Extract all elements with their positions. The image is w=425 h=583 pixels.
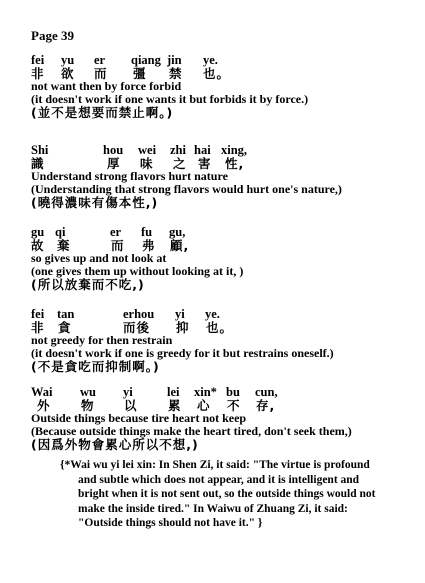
pinyin-row — [31, 144, 416, 157]
pinyin-word: wu — [80, 385, 96, 399]
pinyin-word: gu, — [169, 225, 186, 239]
pinyin-word: yi — [123, 385, 133, 399]
pinyin-word: fei — [31, 307, 45, 321]
chinese-note-line: (不是貪吃而抑制啊。) — [31, 359, 160, 374]
pinyin-word: hai — [194, 143, 211, 157]
gloss-line: not want then by force forbid — [31, 79, 182, 93]
pinyin-word: qi — [55, 225, 66, 239]
hanzi-char: 心 — [197, 398, 211, 413]
pinyin-word: fei — [31, 53, 45, 67]
hanzi-char: 性, — [225, 156, 245, 171]
hanzi-char: 累 — [168, 398, 182, 413]
gloss-line: Understand strong flavors hurt nature — [31, 169, 228, 183]
hanzi-char: 禁 — [169, 66, 183, 81]
pinyin-word: yu — [61, 53, 75, 67]
pinyin-word: cun, — [255, 385, 278, 399]
hanzi-row — [31, 157, 416, 170]
hanzi-char: 以 — [124, 398, 138, 413]
pinyin-word: qiang — [131, 53, 161, 67]
hanzi-char: 彊 — [133, 66, 147, 81]
pinyin-word: fu — [141, 225, 153, 239]
pinyin-word: xin* — [194, 385, 217, 399]
footnote-line: and subtle which does not appear, and it is intelligent and — [78, 473, 360, 486]
pinyin-word: er — [110, 225, 122, 239]
hanzi-char: 味 — [140, 156, 154, 171]
footnote-line: bright when it is not sent out, so the outside things would not — [78, 488, 376, 500]
footnote-line: {*Wai wu yi lei xin: In Shen Zi, it said: "The virtue is profound — [60, 459, 370, 471]
translation-line: (it doesn't work if one wants it but forbids it by force.) — [31, 92, 309, 106]
hanzi-char: 貪 — [58, 320, 72, 335]
verse-group-2 — [31, 144, 416, 209]
hanzi-char: 識 — [31, 156, 45, 171]
hanzi-char: 存, — [256, 398, 276, 413]
gloss-line: not greedy for then restrain — [31, 333, 173, 347]
hanzi-char: 抑 — [176, 320, 190, 335]
hanzi-char: 而後 — [123, 320, 151, 335]
hanzi-char: 顧, — [170, 238, 190, 253]
pinyin-word: hou — [103, 143, 124, 157]
footnote — [60, 458, 400, 531]
verse-group-3 — [31, 226, 416, 291]
hanzi-char: 弗 — [142, 238, 156, 253]
translation-line: (it doesn't work if one is greedy for it but restrains oneself.) — [31, 346, 334, 360]
pinyin-word: ye. — [203, 53, 218, 67]
pinyin-word: yi — [175, 307, 185, 321]
pinyin-word: bu — [226, 385, 240, 399]
hanzi-char: 厚 — [107, 156, 121, 171]
hanzi-char: 故 — [31, 238, 45, 253]
hanzi-row — [31, 239, 416, 252]
translation-line: (Because outside things make the heart tired, don't seek them,) — [31, 424, 352, 438]
hanzi-char: 而 — [94, 66, 108, 81]
hanzi-row — [31, 321, 416, 334]
translation-line: (one gives them up without looking at it, ) — [31, 264, 244, 278]
hanzi-char: 欲 — [61, 66, 75, 81]
footnote-line: make the inside tired." In Waiwu of Zhuang Zi, it said: — [78, 502, 348, 515]
hanzi-char: 棄 — [57, 238, 71, 253]
pinyin-word: wei — [138, 143, 157, 157]
hanzi-row — [31, 67, 416, 80]
chinese-note-line: (因爲外物會累心所以不想,) — [31, 437, 199, 452]
hanzi-char: 不 — [227, 398, 241, 413]
gloss-line: Outside things because tire heart not keep — [31, 411, 247, 425]
hanzi-row — [31, 399, 416, 412]
hanzi-char: 外 — [37, 398, 51, 413]
pinyin-word: er — [94, 53, 106, 67]
pinyin-word: tan — [57, 307, 75, 321]
verse-group-1 — [31, 54, 416, 119]
hanzi-char: 之 — [173, 156, 187, 171]
page-number: Page 39 — [31, 28, 74, 43]
pinyin-row — [31, 226, 416, 239]
pinyin-word: jin — [167, 53, 182, 67]
hanzi-char: 物 — [81, 398, 95, 413]
pinyin-word: ye. — [205, 307, 220, 321]
pinyin-word: Shi — [31, 143, 49, 157]
hanzi-char: 害 — [198, 156, 212, 171]
hanzi-char: 非 — [31, 320, 45, 335]
chinese-note-line: (所以放棄而不吃,) — [31, 277, 145, 292]
hanzi-char: 而 — [111, 238, 125, 253]
verse-group-4 — [31, 308, 416, 373]
pinyin-word: lei — [167, 385, 180, 399]
pinyin-word: xing, — [221, 143, 248, 157]
pinyin-word: Wai — [31, 385, 53, 399]
hanzi-char: 非 — [31, 66, 45, 81]
hanzi-char: 也。 — [206, 320, 234, 335]
verse-group-5 — [31, 386, 416, 451]
pinyin-word: gu — [31, 225, 45, 239]
chinese-note-line: (曉得濃味有傷本性,) — [31, 195, 159, 210]
gloss-line: so gives up and not look at — [31, 251, 167, 265]
pinyin-word: erhou — [123, 307, 155, 321]
translation-line: (Understanding that strong flavors would hurt one's nature,) — [31, 182, 342, 196]
hanzi-char: 也。 — [203, 66, 231, 81]
footnote-line: "Outside things should not have it." } — [78, 517, 263, 529]
chinese-note-line: (並不是想要而禁止啊。) — [31, 105, 174, 120]
pinyin-word: zhi — [170, 143, 186, 157]
